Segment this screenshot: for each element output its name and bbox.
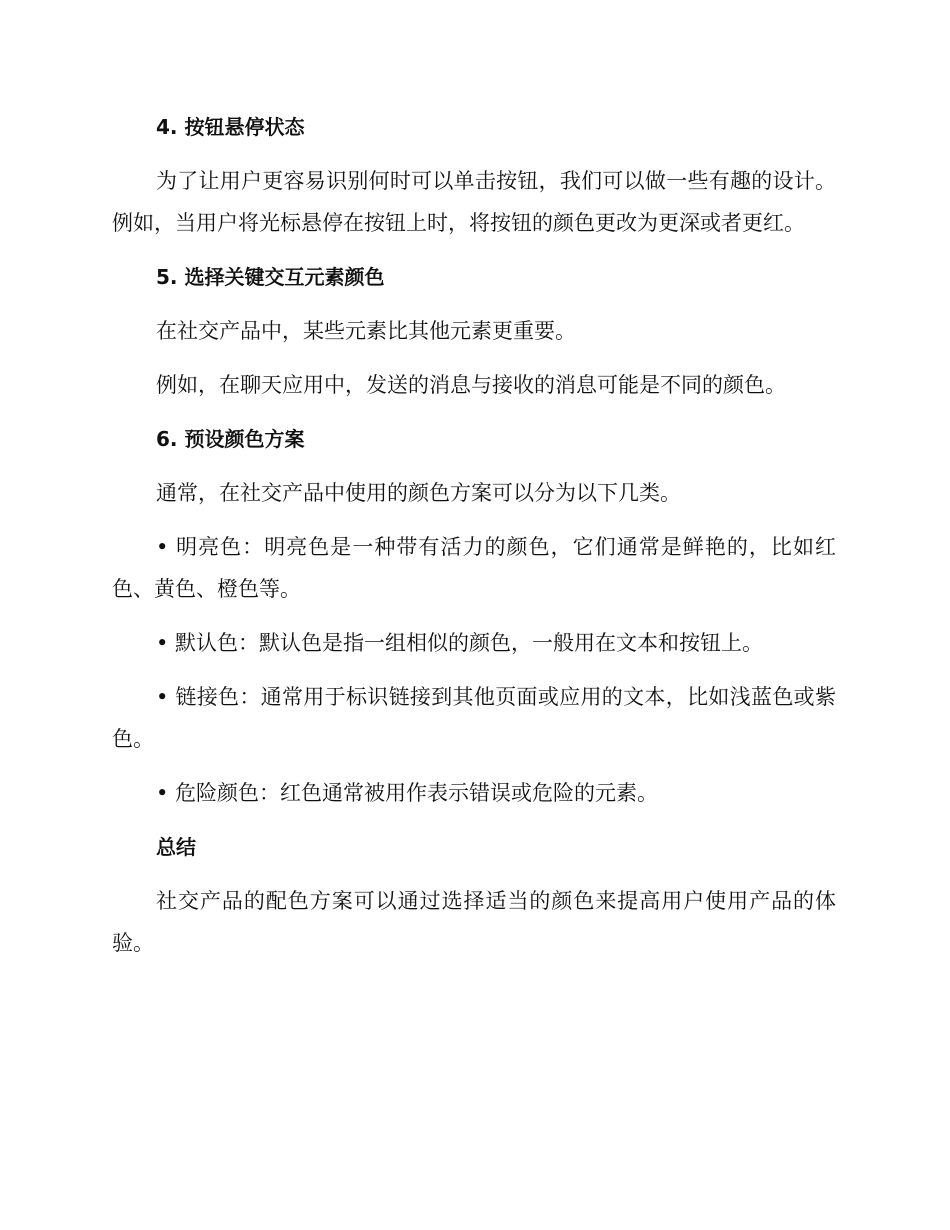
section-summary: [112, 826, 836, 964]
section-button-hover: [112, 106, 836, 244]
list-item-link-color: • 链接色：通常用于标识链接到其他页面或应用的文本，比如浅蓝色或紫色。: [112, 685, 836, 751]
section-heading: 4. 按钮悬停状态: [156, 115, 305, 139]
list-item-bright-color: • 明亮色：明亮色是一种带有活力的颜色，它们通常是鲜艳的，比如红色、黄色、橙色等。: [112, 535, 836, 601]
document-page: [112, 106, 836, 976]
section-preset-color-schemes: [112, 418, 836, 814]
paragraph: 例如，在聊天应用中，发送的消息与接收的消息可能是不同的颜色。: [156, 373, 786, 397]
section-heading: 5. 选择关键交互元素颜色: [156, 265, 385, 289]
paragraph: 为了让用户更容易识别何时可以单击按钮，我们可以做一些有趣的设计。例如，当用户将光标悬停在按钮上时，将按钮的颜色更改为更深或者更红。: [112, 169, 836, 235]
section-heading: 6. 预设颜色方案: [156, 427, 305, 451]
list-item-default-color: • 默认色：默认色是指一组相似的颜色，一般用在文本和按钮上。: [156, 631, 764, 655]
section-heading: 总结: [156, 835, 196, 859]
paragraph: 社交产品的配色方案可以通过选择适当的颜色来提高用户使用产品的体验。: [112, 889, 836, 955]
paragraph: 在社交产品中，某些元素比其他元素更重要。: [156, 319, 576, 343]
section-key-interactive-colors: [112, 256, 836, 406]
list-item-danger-color: • 危险颜色：红色通常被用作表示错误或危险的元素。: [156, 781, 659, 805]
paragraph: 通常，在社交产品中使用的颜色方案可以分为以下几类。: [156, 481, 681, 505]
